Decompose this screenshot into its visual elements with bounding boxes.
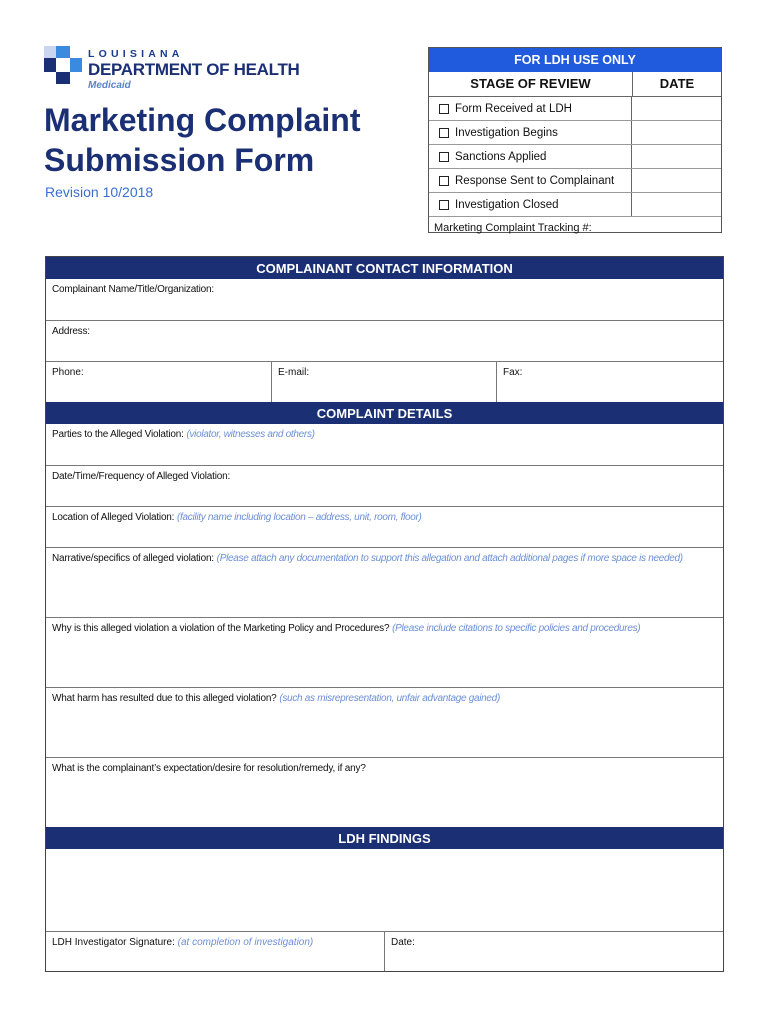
ldh-use-only-box <box>428 47 722 233</box>
phone-email-fax-row <box>46 361 723 402</box>
complainant-name-field[interactable] <box>46 279 723 320</box>
field-hint: (violator, witnesses and others) <box>186 429 315 440</box>
stage-date-field[interactable] <box>632 169 721 192</box>
parties-field[interactable] <box>46 424 723 465</box>
field-label: What is the complainant’s expectation/desire for resolution/remedy, if any? <box>52 763 366 774</box>
ldh-use-header: FOR LDH USE ONLY <box>429 48 721 72</box>
field-label: Parties to the Alleged Violation: <box>52 429 184 440</box>
logo-department: DEPARTMENT OF HEALTH <box>88 60 300 79</box>
address-field[interactable] <box>46 320 723 361</box>
field-hint: (Please include citations to specific policies and procedures) <box>392 623 641 634</box>
harm-field[interactable] <box>46 687 723 757</box>
details-section-header: COMPLAINT DETAILS <box>46 402 723 424</box>
stage-row <box>429 193 721 217</box>
field-label: Narrative/specifics of alleged violation: <box>52 553 214 564</box>
field-hint: (Please attach any documentation to support this allegation and attach additional pages if more space is needed) <box>216 553 683 564</box>
stage-label: Form Received at LDH <box>455 102 572 115</box>
stage-checkbox[interactable] <box>439 176 449 186</box>
date-column-header: DATE <box>659 76 695 91</box>
stage-date-field[interactable] <box>632 121 721 144</box>
cross-logo-icon <box>44 46 82 84</box>
stage-checkbox[interactable] <box>439 152 449 162</box>
date-time-frequency-field[interactable] <box>46 465 723 506</box>
signature-date-field[interactable] <box>385 932 723 971</box>
phone-field[interactable] <box>46 362 272 402</box>
narrative-field[interactable] <box>46 547 723 617</box>
field-hint: (such as misrepresentation, unfair advantage gained) <box>279 693 500 704</box>
tracking-number-field[interactable] <box>429 217 721 239</box>
contact-section-header: COMPLAINANT CONTACT INFORMATION <box>46 257 723 279</box>
field-label: Date: <box>391 937 415 948</box>
email-field[interactable] <box>272 362 497 402</box>
stage-row <box>429 97 721 121</box>
resolution-field[interactable] <box>46 757 723 827</box>
complaint-form <box>45 256 724 972</box>
field-label: Fax: <box>503 367 523 378</box>
stage-row <box>429 121 721 145</box>
stage-date-field[interactable] <box>632 193 721 216</box>
logo-state: LOUISIANA <box>88 48 184 60</box>
stage-checkbox[interactable] <box>439 200 449 210</box>
field-label: Location of Alleged Violation: <box>52 512 175 523</box>
page-title: Marketing Complaint Submission Form <box>44 102 361 178</box>
findings-field[interactable] <box>46 849 723 931</box>
stage-date-field[interactable] <box>632 97 721 120</box>
stage-label: Sanctions Applied <box>455 150 547 163</box>
stage-checkbox[interactable] <box>439 104 449 114</box>
field-label: E-mail: <box>278 367 310 378</box>
signature-date-row <box>46 931 723 971</box>
findings-section-header: LDH FINDINGS <box>46 827 723 849</box>
stage-row <box>429 169 721 193</box>
tracking-number-label: Marketing Complaint Tracking #: <box>434 222 592 234</box>
signature-field[interactable] <box>46 932 385 971</box>
stage-label: Investigation Begins <box>455 126 558 139</box>
revision-label: Revision 10/2018 <box>45 184 154 200</box>
stage-column-header: STAGE OF REVIEW <box>429 72 633 96</box>
field-label: LDH Investigator Signature: <box>52 937 175 948</box>
ldh-column-headers <box>429 72 721 97</box>
stage-date-field[interactable] <box>632 145 721 168</box>
field-label: What harm has resulted due to this alleged violation? <box>52 693 277 704</box>
stage-label: Investigation Closed <box>455 198 559 211</box>
stage-checkbox[interactable] <box>439 128 449 138</box>
field-label: Address: <box>52 326 90 337</box>
field-label: Complainant Name/Title/Organization: <box>52 284 214 295</box>
field-label: Phone: <box>52 367 84 378</box>
field-hint: (at completion of investigation) <box>177 937 314 948</box>
stage-label: Response Sent to Complainant <box>455 174 615 187</box>
stage-row <box>429 145 721 169</box>
fax-field[interactable] <box>497 362 723 402</box>
field-label: Date/Time/Frequency of Alleged Violation: <box>52 471 231 482</box>
field-label: Why is this alleged violation a violation of the Marketing Policy and Procedures? <box>52 623 390 634</box>
logo-program: Medicaid <box>88 80 131 91</box>
field-hint: (facility name including location – address, unit, room, floor) <box>177 512 422 523</box>
location-field[interactable] <box>46 506 723 547</box>
policy-violation-field[interactable] <box>46 617 723 687</box>
ldh-logo <box>44 46 314 92</box>
